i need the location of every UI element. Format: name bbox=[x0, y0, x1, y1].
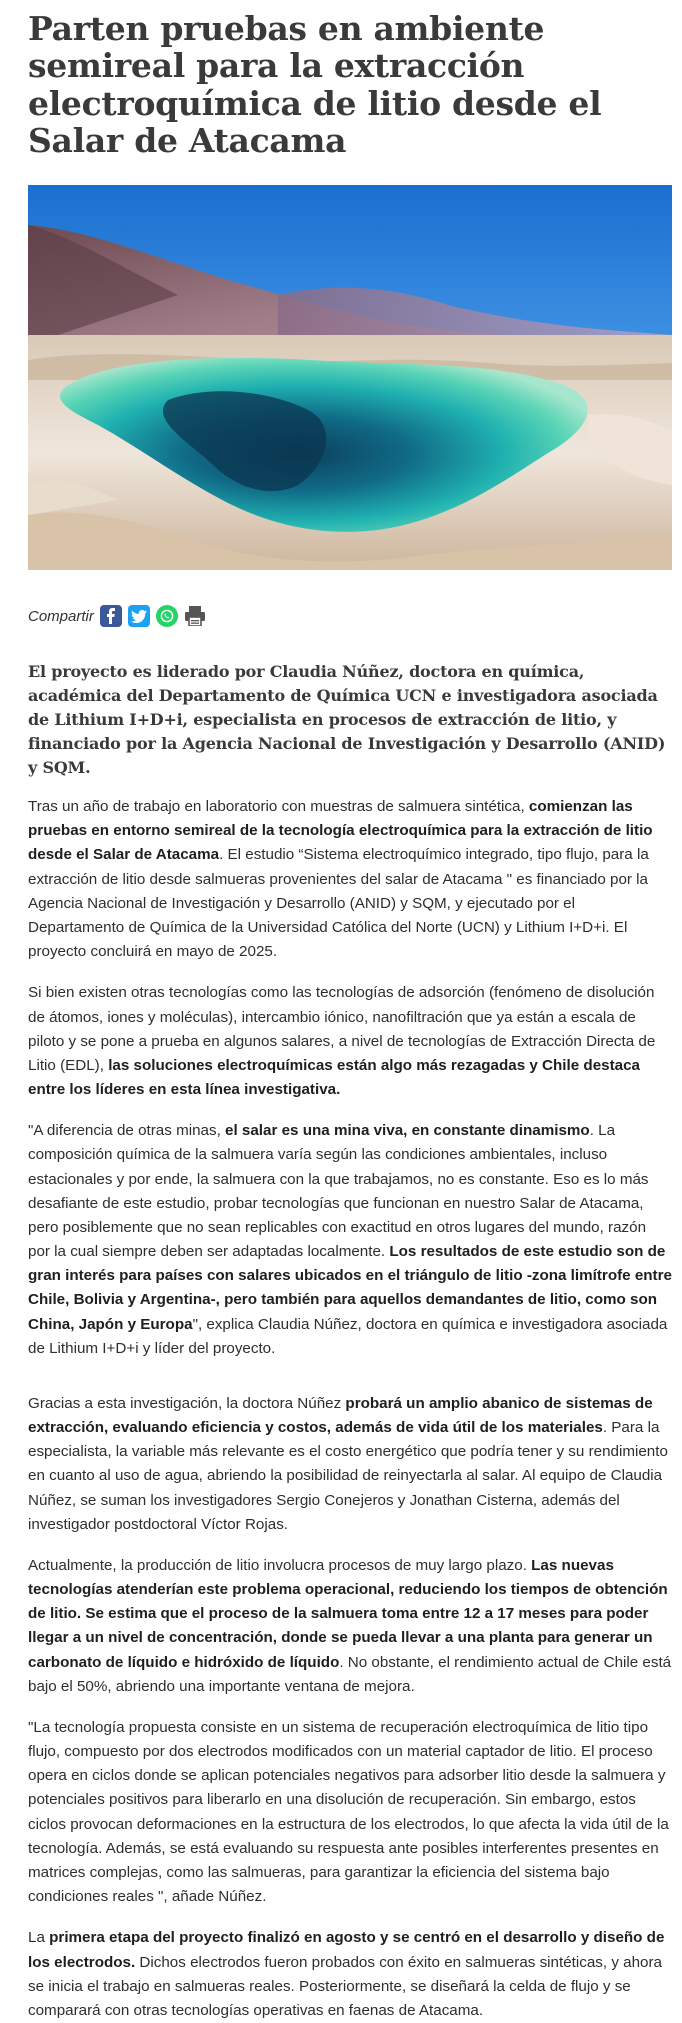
share-bar bbox=[28, 603, 672, 629]
article bbox=[0, 10, 682, 2023]
print-icon[interactable] bbox=[184, 605, 206, 627]
paragraph: La primera etapa del proyecto finalizó en agosto y se centró en el desarrollo y diseño de los electrodos. Dichos electrodos fueron probados con éxito en salmueras sintéticas, y ahora se inicia el trabajo en salmueras reales. Posteriormente, se diseñará la celda de flujo y se comparará con otras tecnologías operativas en faenas de Atacama. bbox=[28, 1929, 665, 2019]
salar-landscape-image bbox=[28, 185, 672, 570]
page-title: Parten pruebas en ambiente semireal para la extracción electroquímica de litio desde el Salar de Atacama bbox=[28, 9, 602, 160]
share-label: Compartir bbox=[28, 607, 94, 625]
paragraph: Gracias a esta investigación, la doctora Núñez probará un amplio abanico de sistemas de extracción, evaluando eficiencia y costos, además de vida útil de los materiales. Para la especialista, la variable más relevante es el costo energético que podría tener y su rendimiento en cuanto al uso de agua, abriendo la posibilidad de reinyectarla al salar. Al equipo de Claudia Núñez, se suman los investigadores Sergio Conejeros y Jonathan Cisterna, además del investigador postdoctoral Víctor Rojas. bbox=[28, 1394, 668, 1533]
paragraph: Tras un año de trabajo en laboratorio con muestras de salmuera sintética, comienzan las pruebas en entorno semireal de la tecnología electroquímica para la extracción de litio desde el Salar de Atacama. El estudio “Sistema electroquímico integrado, tipo flujo, para la extracción de litio desde salmueras provenientes del salar de Atacama " es financiado por la Agencia Nacional de Investigación y Desarrollo (ANID) y SQM, y ejecutado por el Departamento de Química de la Universidad Católica del Norte (UCN) y Lithium I+D+i. El proyecto concluirá en mayo de 2025. bbox=[28, 798, 653, 961]
hero-image bbox=[28, 185, 672, 570]
facebook-icon[interactable] bbox=[100, 605, 122, 627]
twitter-icon[interactable] bbox=[128, 605, 150, 627]
paragraph: Si bien existen otras tecnologías como las tecnologías de adsorción (fenómeno de disolución de átomos, iones y moléculas), intercambio iónico, nanofiltración que ya están a escala de piloto y se pone a prueba en algunos salares, a nivel de tecnologías de Extracción Directa de Litio (EDL), las soluciones electroquímicas están algo más rezagadas y Chile destaca entre los líderes en esta línea investigativa. bbox=[28, 984, 656, 1099]
whatsapp-icon[interactable] bbox=[156, 605, 178, 627]
article-body bbox=[28, 795, 672, 2023]
article-lead: El proyecto es liderado por Claudia Núñez, doctora en química, académica del Departamento de Química UCN e investigadora asociada de Lithium I+D+i, especialista en procesos de extracción de litio, y financiado por la Agencia Nacional de Investigación y Desarrollo (ANID) y SQM. bbox=[28, 662, 666, 778]
paragraph: "A diferencia de otras minas, el salar es una mina viva, en constante dinamismo. La composición química de la salmuera varía según las condiciones ambientales, incluso estacionales y por ende, la salmuera con la que trabajamos, no es constante. Eso es lo más desafiante de este estudio, probar tecnologías que funcionan en nuestro Salar de Atacama, pero posiblemente que no sean replicables con exactitud en otros lugares del mundo, razón por la cual siempre deben ser adaptadas localmente. Los resultados de este estudio son de gran interés para países con salares ubicados en el triángulo de litio -zona limítrofe entre Chile, Bolivia y Argentina-, pero también para aquellos demandantes de litio, como son China, Japón y Europa", explica Claudia Núñez, doctora en química e investigadora asociada de Lithium I+D+i y líder del proyecto. bbox=[28, 1122, 672, 1357]
paragraph: Actualmente, la producción de litio involucra procesos de muy largo plazo. Las nuevas tecnologías atenderían este problema operacional, reduciendo los tiempos de obtención de litio. Se estima que el proceso de la salmuera toma entre 12 a 17 meses para poder llegar a un nivel de concentración, donde se pueda llevar a una planta para generar un carbonato de líquido e hidróxido de líquido. No obstante, el rendimiento actual de Chile está bajo el 50%, abriendo una importante ventana de mejora. bbox=[28, 1556, 672, 1695]
paragraph: "La tecnología propuesta consiste en un sistema de recuperación electroquímica de litio tipo flujo, compuesto por dos electrodos modificados con un material captador de litio. El proceso opera en ciclos donde se aplican potenciales negativos para adsorber litio desde la salmuera y potenciales positivos para liberarlo en una disolución de recuperación. Sin embargo, estos ciclos provocan deformaciones en la estructura de los electrodos, lo que afecta la vida útil de la tecnología. Además, se está evaluando su respuesta ante posibles interferentes presentes en matrices complejas, como las salmueras, para garantizar la eficiencia del sistema bajo condiciones reales ", añade Núñez. bbox=[28, 1718, 669, 1906]
